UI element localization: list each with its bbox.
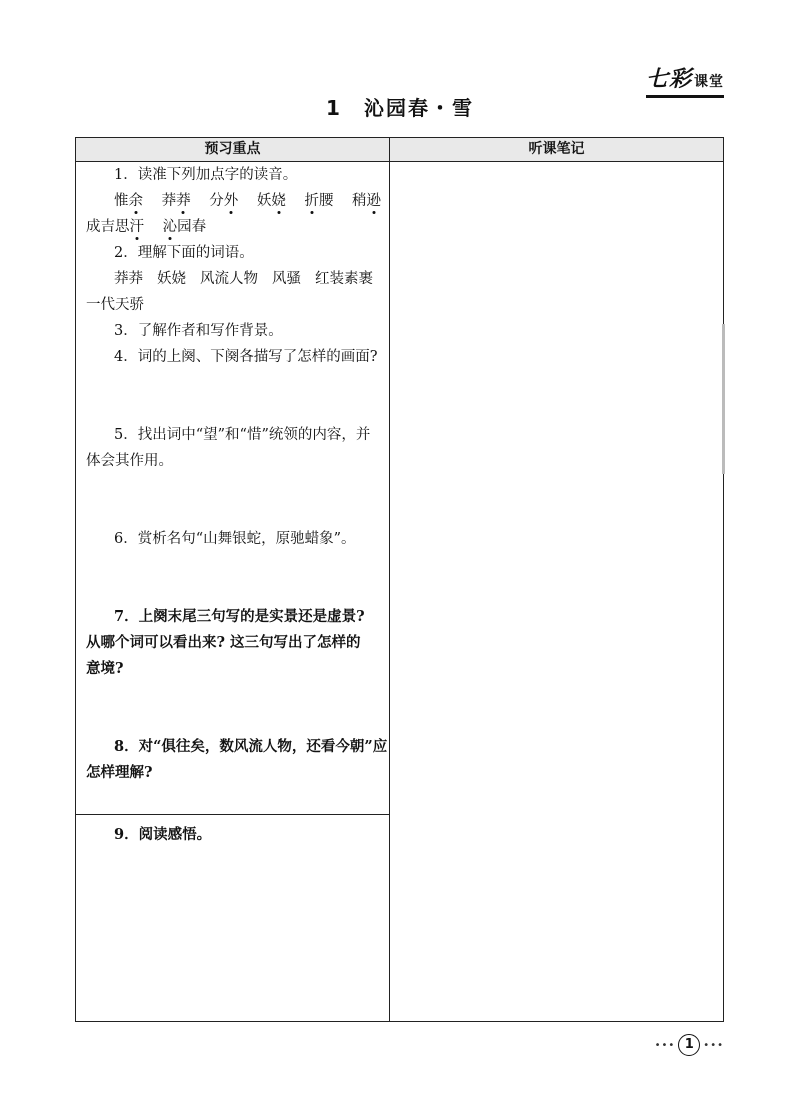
preview-focus-header: 预习重点 [76, 138, 390, 162]
footer-dots-left: ••• [654, 1039, 676, 1051]
brand-main: 七彩 [645, 67, 692, 92]
page-number: 1 [678, 1034, 700, 1056]
study-table [75, 137, 724, 1022]
word: 风流人物 [200, 271, 258, 287]
footer-dots-right: ••• [703, 1039, 724, 1051]
word: 红装素裹 [315, 271, 373, 287]
page-footer [655, 1034, 724, 1056]
margin-mark [722, 324, 725, 474]
question-7-line-1: 7．上阕末尾三句写的是实景还是虚景? [114, 608, 365, 625]
question-8-line-2: 怎样理解? [86, 764, 153, 781]
word: 妖娆 [157, 271, 186, 287]
word: 妖娆 [256, 193, 286, 209]
preview-box-divider [76, 814, 390, 815]
question-2-text: 2．理解下面的词语。 [114, 245, 254, 261]
question-9 [86, 822, 384, 848]
reading-reflection-area[interactable] [77, 846, 388, 1020]
word: 稍逊 [352, 193, 382, 209]
lecture-notes-area[interactable] [391, 163, 721, 1021]
word: 风骚 [272, 271, 301, 287]
word: 沁园春 [162, 219, 207, 235]
column-divider [389, 162, 390, 1021]
question-3-text: 3．了解作者和写作背景。 [114, 323, 283, 339]
question-8-line-1: 8．对“俱往矣，数风流人物，还看今朝”应 [114, 738, 388, 755]
word: 莽莽 [114, 271, 143, 287]
question-1-text: 1．读准下列加点字的读音。 [114, 167, 298, 183]
question-7-line-3: 意境? [86, 660, 124, 677]
word: 一代天骄 [86, 297, 144, 313]
page-title: 1 沁园春・雪 [326, 96, 474, 120]
word: 折腰 [304, 193, 334, 209]
brand-sub: 课堂 [694, 74, 724, 90]
word: 成吉思汗 [86, 219, 144, 235]
question-7-line-2: 从哪个词可以看出来? 这三句写出了怎样的 [86, 634, 361, 651]
question-5-line-1: 5．找出词中“望”和“惜”统领的内容，并 [114, 427, 371, 443]
question-4-text: 4．词的上阕、下阕各描写了怎样的画面? [114, 349, 378, 365]
preview-answer-area [77, 163, 388, 813]
question-5-line-2: 体会其作用。 [86, 453, 173, 469]
word: 莽莽 [161, 193, 191, 209]
question-6-text: 6．赏析名句“山舞银蛇，原驰蜡象”。 [114, 531, 356, 547]
lecture-notes-header: 听课笔记 [390, 138, 723, 162]
word: 惟余 [114, 193, 143, 209]
question-9-text: 9．阅读感悟。 [114, 826, 212, 843]
word: 分外 [209, 193, 239, 209]
